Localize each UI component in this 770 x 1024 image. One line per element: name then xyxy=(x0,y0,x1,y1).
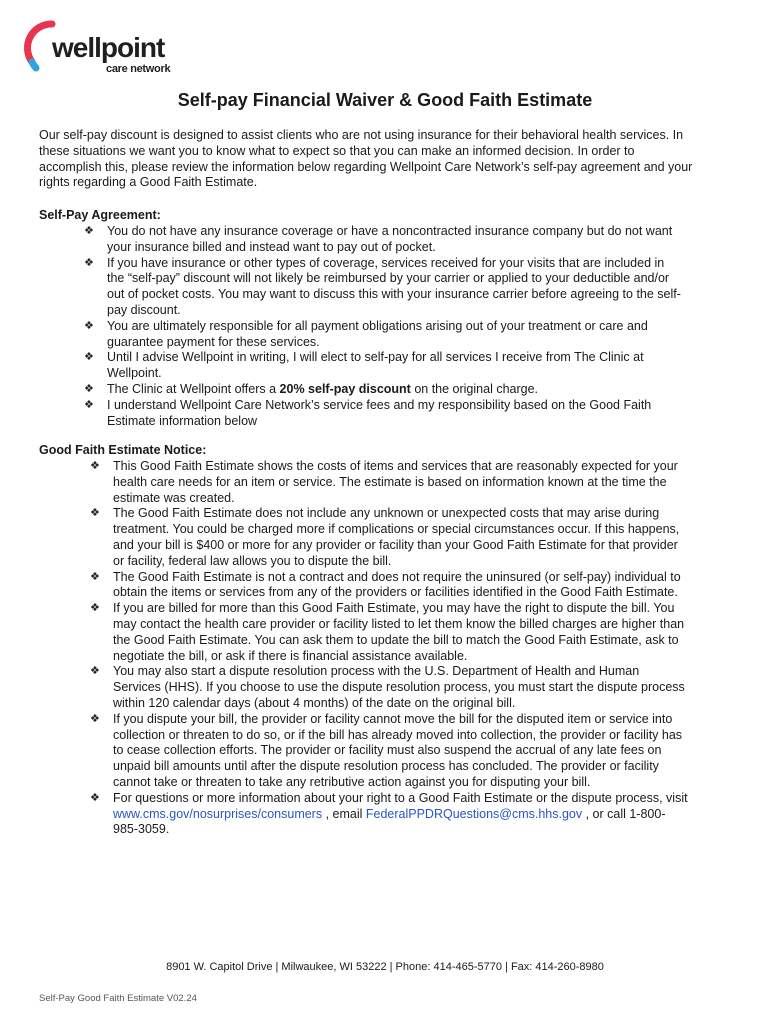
diamond-bullet-icon: ❖ xyxy=(90,665,100,678)
list-item xyxy=(90,506,690,569)
list-item-text: The Good Faith Estimate is not a contract and does not require the uninsured (or self-pay) individual to obtain the items or services from any of the providers or facilities identified in the Good Faith Estimate. xyxy=(113,569,681,600)
list-item-text: You do not have any insurance coverage or have a noncontracted insurance company but do not want your insurance billed and instead want to pay out of pocket. xyxy=(107,224,673,254)
list-item-text: If you dispute your bill, the provider or facility cannot move the bill for the disputed item or service into collection or threaten to do so, or if the bill has already moved into collection, the provider or facility has to cease collection efforts. The provider or facility must also suspend the accrual of any late fees on unpaid bill amounts until after the dispute resolution process has concluded. The provider or facility cannot take or threaten to take any retributive action against you for disputing your bill. xyxy=(113,711,683,789)
diamond-bullet-icon: ❖ xyxy=(90,570,100,583)
list-item-text: This Good Faith Estimate shows the costs of items and services that are reasonably expected for your health care needs for an item or service. The estimate is based on information known at the time the estimate was created. xyxy=(113,459,678,505)
discount-highlight: 20% self-pay discount xyxy=(279,381,411,396)
list-item-text: If you have insurance or other types of coverage, services received for your visits that are included in the “self-pay” discount will not likely be reimbursed by your carrier or applied to your deductible and/or out of pocket costs. You may want to discuss this with your insurance carrier before agreeing to the self-pay discount. xyxy=(107,255,681,317)
diamond-bullet-icon: ❖ xyxy=(84,256,94,269)
list-item-text: You may also start a dispute resolution process with the U.S. Department of Health and Human Services (HHS). If you choose to use the dispute resolution process, you must start the dispute process within 120 calendar days (about 4 months) of the date on the original bill. xyxy=(113,664,685,710)
self-pay-heading: Self-Pay Agreement: xyxy=(39,208,161,222)
good-faith-list xyxy=(90,459,690,838)
discount-text-before: The Clinic at Wellpoint offers a xyxy=(107,381,280,396)
diamond-bullet-icon: ❖ xyxy=(84,398,94,411)
list-item-text: You are ultimately responsible for all payment obligations arising out of your treatment or care and guarantee payment for these services. xyxy=(107,318,648,349)
diamond-bullet-icon: ❖ xyxy=(84,319,94,332)
ppdr-email-link[interactable]: FederalPPDRQuestions@cms.hhs.gov xyxy=(365,806,583,821)
cms-nosurprises-link[interactable]: www.cms.gov/nosurprises/consumers xyxy=(113,806,323,821)
list-item xyxy=(84,256,684,319)
page-title: Self-pay Financial Waiver & Good Faith Estimate xyxy=(177,90,593,110)
discount-text-after: on the original charge. xyxy=(410,381,539,396)
list-item xyxy=(90,712,690,791)
contact-text: , email xyxy=(322,806,366,821)
contact-text: , or call 1-800-985-3059. xyxy=(113,806,666,837)
diamond-bullet-icon: ❖ xyxy=(84,382,94,395)
list-item xyxy=(90,459,690,506)
footer-address: 8901 W. Capitol Drive | Milwaukee, WI 53222 | Phone: 414-465-5770 | Fax: 414-260-8980 xyxy=(166,961,604,973)
list-item xyxy=(90,570,690,602)
list-item xyxy=(84,224,684,256)
diamond-bullet-icon: ❖ xyxy=(90,712,100,725)
list-item-text: I understand Wellpoint Care Network’s service fees and my responsibility based on the Good Faith Estimate information below xyxy=(107,397,652,428)
logo-wordmark: wellpoint xyxy=(52,32,165,63)
list-item xyxy=(84,350,684,382)
diamond-bullet-icon: ❖ xyxy=(84,225,94,237)
contact-text: For questions or more information about your right to a Good Faith Estimate or the dispute process, visit xyxy=(113,790,688,805)
diamond-bullet-icon: ❖ xyxy=(90,460,100,472)
list-item xyxy=(90,664,690,711)
diamond-bullet-icon: ❖ xyxy=(90,507,100,520)
diamond-bullet-icon: ❖ xyxy=(90,791,100,804)
list-item-text: The Good Faith Estimate does not include any unknown or unexpected costs that may arise during treatment. You could be charged more if complications or special circumstances occur. If this happens, and your bill is $400 or more for any provider or facility than your Good Faith Estimate for that provider or facility, federal law allows you to dispute the bill. xyxy=(113,506,680,568)
list-item-text: Until I advise Wellpoint in writing, I will elect to self-pay for all services I receive from The Clinic at Wellpoint. xyxy=(107,350,644,381)
list-item-text: If you are billed for more than this Good Faith Estimate, you may have the right to dispute the bill. You may contact the health care provider or facility listed to let them know the billed charges are higher than the Good Faith Estimate. You can ask them to update the bill to match the Good Faith Estimate, ask to negotiate the bill, or ask if there is financial assistance available. xyxy=(113,601,685,663)
wellpoint-logo xyxy=(22,18,182,76)
list-item xyxy=(84,319,684,351)
list-item xyxy=(90,791,690,838)
self-pay-list xyxy=(84,224,684,429)
list-item xyxy=(84,398,684,430)
logo-subtitle: care network xyxy=(106,63,171,75)
diamond-bullet-icon: ❖ xyxy=(90,602,100,615)
intro-paragraph: Our self-pay discount is designed to assist clients who are not using insurance for their behavioral health services. In these situations we want you to know what to expect so that you can make an informed decision. In order to accomplish this, please review the information below regarding Wellpoint Care Network’s self-pay agreement and your rights regarding a Good Faith Estimate. xyxy=(39,128,693,190)
list-item xyxy=(90,601,690,664)
diamond-bullet-icon: ❖ xyxy=(84,351,94,364)
document-version: Self-Pay Good Faith Estimate V02.24 xyxy=(39,993,197,1004)
good-faith-heading: Good Faith Estimate Notice: xyxy=(39,443,207,457)
list-item xyxy=(84,382,684,398)
